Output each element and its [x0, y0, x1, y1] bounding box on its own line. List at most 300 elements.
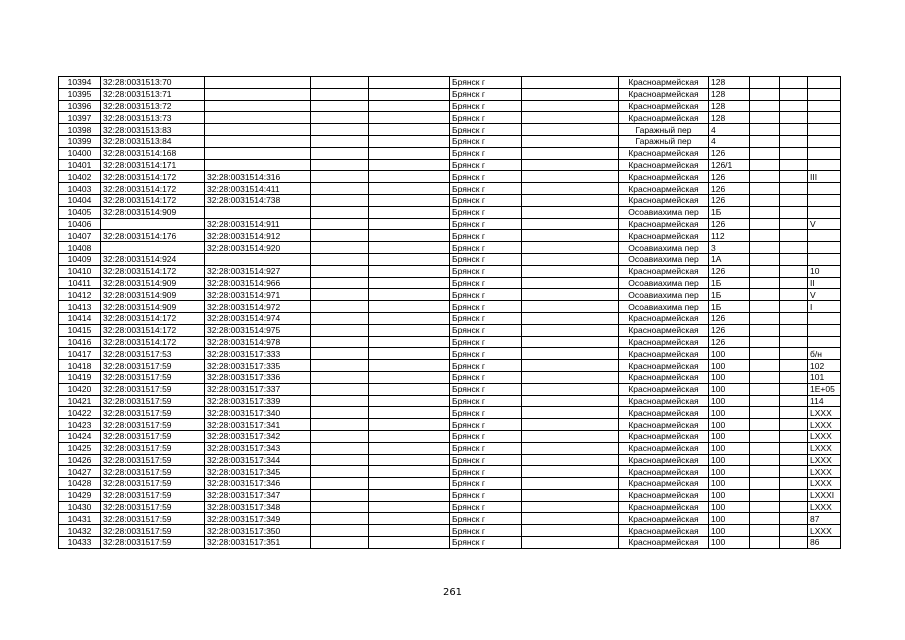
table-row: [59, 407, 841, 419]
table-cell: Красноармейская: [619, 265, 709, 277]
table-cell: 10431: [59, 513, 101, 525]
table-cell: 128: [709, 100, 750, 112]
table-row: [59, 454, 841, 466]
table-cell: [808, 77, 841, 89]
table-cell: [311, 77, 369, 89]
table-cell: Красноармейская: [619, 360, 709, 372]
table-cell: Брянск г: [450, 348, 522, 360]
table-cell: 32:28:0031514:172: [101, 324, 205, 336]
table-cell: [101, 218, 205, 230]
table-cell: Брянск г: [450, 513, 522, 525]
table-cell: 32:28:0031514:978: [205, 336, 311, 348]
table-cell: [750, 383, 780, 395]
table-cell: [522, 77, 619, 89]
table-cell: [808, 253, 841, 265]
table-cell: [311, 159, 369, 171]
table-cell: Брянск г: [450, 489, 522, 501]
table-row: [59, 206, 841, 218]
table-cell: [522, 537, 619, 549]
table-cell: [205, 124, 311, 136]
table-cell: 1Б: [709, 206, 750, 218]
table-cell: 32:28:0031514:909: [101, 206, 205, 218]
table-cell: [369, 454, 450, 466]
table-row: [59, 112, 841, 124]
table-cell: 126: [709, 194, 750, 206]
table-cell: [780, 360, 808, 372]
table-cell: Красноармейская: [619, 312, 709, 324]
table-cell: [369, 442, 450, 454]
table-cell: [780, 242, 808, 254]
table-cell: [522, 253, 619, 265]
table-cell: [369, 135, 450, 147]
table-cell: Красноармейская: [619, 383, 709, 395]
table-cell: 86: [808, 537, 841, 549]
table-cell: 32:28:0031517:59: [101, 419, 205, 431]
table-cell: Брянск г: [450, 360, 522, 372]
table-cell: [311, 324, 369, 336]
table-cell: 10415: [59, 324, 101, 336]
table-cell: Осоавиахима пер: [619, 277, 709, 289]
table-cell: 10410: [59, 265, 101, 277]
table-cell: [780, 383, 808, 395]
table-cell: [369, 525, 450, 537]
table-cell: 10408: [59, 242, 101, 254]
table-cell: [522, 525, 619, 537]
table-cell: [369, 124, 450, 136]
table-cell: [750, 478, 780, 490]
table-cell: [780, 324, 808, 336]
table-cell: 32:28:0031513:72: [101, 100, 205, 112]
table-cell: 10398: [59, 124, 101, 136]
table-cell: [750, 112, 780, 124]
table-cell: [205, 77, 311, 89]
table-cell: [522, 513, 619, 525]
table-cell: [780, 100, 808, 112]
table-cell: [205, 88, 311, 100]
table-cell: [369, 194, 450, 206]
table-cell: [369, 230, 450, 242]
table-cell: 32:28:0031514:974: [205, 312, 311, 324]
table-row: [59, 513, 841, 525]
table-cell: 1Б: [709, 277, 750, 289]
table-cell: [750, 466, 780, 478]
table-cell: [311, 206, 369, 218]
table-cell: [311, 218, 369, 230]
table-cell: Брянск г: [450, 218, 522, 230]
table-cell: LXXX: [808, 454, 841, 466]
table-cell: [205, 135, 311, 147]
table-cell: Красноармейская: [619, 348, 709, 360]
table-cell: V: [808, 289, 841, 301]
table-cell: Брянск г: [450, 265, 522, 277]
table-cell: [780, 513, 808, 525]
table-cell: 10399: [59, 135, 101, 147]
table-cell: 126: [709, 324, 750, 336]
table-cell: 100: [709, 513, 750, 525]
table-cell: [808, 206, 841, 218]
table-cell: Брянск г: [450, 88, 522, 100]
table-cell: [750, 312, 780, 324]
table-cell: Брянск г: [450, 395, 522, 407]
table-row: [59, 466, 841, 478]
table-cell: [750, 230, 780, 242]
table-cell: [750, 183, 780, 195]
table-cell: [369, 77, 450, 89]
table-cell: [750, 242, 780, 254]
table-cell: 10433: [59, 537, 101, 549]
table-cell: [750, 301, 780, 313]
table-row: [59, 77, 841, 89]
table-cell: 32:28:0031517:351: [205, 537, 311, 549]
table-cell: Брянск г: [450, 419, 522, 431]
table-cell: 32:28:0031517:59: [101, 442, 205, 454]
table-row: [59, 430, 841, 442]
table-cell: [750, 265, 780, 277]
table-cell: [780, 537, 808, 549]
table-cell: [522, 230, 619, 242]
table-cell: [780, 265, 808, 277]
table-cell: 32:28:0031513:84: [101, 135, 205, 147]
table-cell: 126/1: [709, 159, 750, 171]
table-cell: 32:28:0031517:342: [205, 430, 311, 442]
table-row: [59, 218, 841, 230]
table-cell: [780, 77, 808, 89]
table-cell: [780, 407, 808, 419]
table-cell: Брянск г: [450, 466, 522, 478]
table-cell: [750, 88, 780, 100]
table-row: [59, 171, 841, 183]
table-cell: [750, 371, 780, 383]
table-cell: [311, 147, 369, 159]
table-cell: [522, 277, 619, 289]
table-cell: [750, 336, 780, 348]
table-row: [59, 489, 841, 501]
table-cell: Гаражный пер: [619, 135, 709, 147]
table-cell: 32:28:0031517:348: [205, 501, 311, 513]
table-cell: Брянск г: [450, 124, 522, 136]
table-cell: [750, 206, 780, 218]
table-cell: [750, 253, 780, 265]
table-cell: [780, 194, 808, 206]
table-cell: 126: [709, 183, 750, 195]
table-cell: [522, 371, 619, 383]
table-cell: 32:28:0031514:171: [101, 159, 205, 171]
table-cell: [780, 124, 808, 136]
table-cell: 32:28:0031514:176: [101, 230, 205, 242]
table-cell: 32:28:0031514:909: [101, 301, 205, 313]
table-cell: Брянск г: [450, 183, 522, 195]
table-cell: 100: [709, 430, 750, 442]
table-cell: 32:28:0031517:59: [101, 383, 205, 395]
table-cell: [522, 466, 619, 478]
table-cell: [522, 501, 619, 513]
table-cell: Брянск г: [450, 525, 522, 537]
table-cell: [522, 395, 619, 407]
table-cell: [522, 348, 619, 360]
table-cell: [369, 348, 450, 360]
table-cell: 101: [808, 371, 841, 383]
table-cell: [750, 218, 780, 230]
table-cell: 10404: [59, 194, 101, 206]
table-cell: 32:28:0031514:316: [205, 171, 311, 183]
table-cell: [369, 430, 450, 442]
table-cell: [808, 312, 841, 324]
table-row: [59, 301, 841, 313]
table-cell: [311, 183, 369, 195]
table-cell: [311, 253, 369, 265]
table-cell: [311, 430, 369, 442]
table-cell: Красноармейская: [619, 489, 709, 501]
table-cell: [808, 242, 841, 254]
table-row: [59, 537, 841, 549]
table-cell: 100: [709, 348, 750, 360]
table-cell: [750, 430, 780, 442]
table-cell: Красноармейская: [619, 513, 709, 525]
table-cell: [780, 159, 808, 171]
table-cell: 10421: [59, 395, 101, 407]
table-cell: [311, 501, 369, 513]
table-cell: LXXX: [808, 430, 841, 442]
table-cell: [369, 218, 450, 230]
table-cell: 10418: [59, 360, 101, 372]
table-cell: Красноармейская: [619, 159, 709, 171]
table-cell: [311, 88, 369, 100]
table-cell: Брянск г: [450, 194, 522, 206]
table-row: [59, 336, 841, 348]
table-cell: 32:28:0031517:336: [205, 371, 311, 383]
table-cell: [522, 171, 619, 183]
table-cell: 10432: [59, 525, 101, 537]
table-cell: [750, 442, 780, 454]
table-row: [59, 265, 841, 277]
table-cell: [369, 466, 450, 478]
table-cell: [311, 442, 369, 454]
table-cell: [205, 253, 311, 265]
table-cell: [522, 289, 619, 301]
table-cell: Гаражный пер: [619, 124, 709, 136]
table-cell: [311, 194, 369, 206]
table-cell: [780, 466, 808, 478]
table-row: [59, 348, 841, 360]
table-cell: Красноармейская: [619, 324, 709, 336]
table-cell: 1А: [709, 253, 750, 265]
table-cell: [311, 100, 369, 112]
table-cell: Брянск г: [450, 100, 522, 112]
table-cell: [522, 478, 619, 490]
table-cell: [522, 218, 619, 230]
table-cell: Брянск г: [450, 135, 522, 147]
table-cell: [780, 430, 808, 442]
table-cell: Красноармейская: [619, 88, 709, 100]
table-cell: [522, 112, 619, 124]
table-cell: 10401: [59, 159, 101, 171]
table-cell: [205, 112, 311, 124]
table-row: [59, 383, 841, 395]
table-cell: Брянск г: [450, 501, 522, 513]
table-cell: 102: [808, 360, 841, 372]
table-cell: 32:28:0031514:971: [205, 289, 311, 301]
table-cell: [311, 466, 369, 478]
table-cell: Красноармейская: [619, 171, 709, 183]
table-cell: [369, 277, 450, 289]
table-cell: 32:28:0031514:920: [205, 242, 311, 254]
table-cell: [311, 112, 369, 124]
table-cell: [750, 513, 780, 525]
table-cell: Красноармейская: [619, 501, 709, 513]
table-cell: [369, 478, 450, 490]
table-cell: Осоавиахима пер: [619, 206, 709, 218]
table-row: [59, 194, 841, 206]
table-cell: [311, 489, 369, 501]
table-cell: [522, 206, 619, 218]
table-cell: [522, 360, 619, 372]
table-cell: [205, 100, 311, 112]
table-cell: Осоавиахима пер: [619, 242, 709, 254]
table-cell: 10422: [59, 407, 101, 419]
table-cell: 32:28:0031517:333: [205, 348, 311, 360]
table-cell: [522, 301, 619, 313]
table-cell: 32:28:0031517:53: [101, 348, 205, 360]
table-cell: [780, 230, 808, 242]
table-cell: Красноармейская: [619, 442, 709, 454]
table-cell: [808, 88, 841, 100]
table-row: [59, 159, 841, 171]
table-cell: 100: [709, 407, 750, 419]
table-cell: 10396: [59, 100, 101, 112]
table-cell: 10427: [59, 466, 101, 478]
table-cell: [311, 242, 369, 254]
table-cell: 112: [709, 230, 750, 242]
table-cell: 32:28:0031517:341: [205, 419, 311, 431]
table-cell: 10397: [59, 112, 101, 124]
table-cell: 128: [709, 77, 750, 89]
table-cell: [369, 147, 450, 159]
table-cell: Брянск г: [450, 371, 522, 383]
table-cell: [311, 171, 369, 183]
table-cell: 32:28:0031517:59: [101, 466, 205, 478]
table-cell: 32:28:0031514:172: [101, 312, 205, 324]
table-cell: 32:28:0031517:59: [101, 501, 205, 513]
table-cell: 10400: [59, 147, 101, 159]
table-cell: 4: [709, 135, 750, 147]
table-cell: [369, 301, 450, 313]
table-cell: [808, 112, 841, 124]
table-cell: Красноармейская: [619, 466, 709, 478]
table-cell: [369, 336, 450, 348]
table-cell: [205, 206, 311, 218]
table-cell: [780, 454, 808, 466]
table-cell: 32:28:0031514:972: [205, 301, 311, 313]
table-cell: [369, 112, 450, 124]
table-cell: [808, 183, 841, 195]
table-cell: 32:28:0031514:738: [205, 194, 311, 206]
table-cell: [101, 242, 205, 254]
table-cell: 100: [709, 525, 750, 537]
table-cell: 10407: [59, 230, 101, 242]
table-cell: LXXXI: [808, 489, 841, 501]
table-cell: 4: [709, 124, 750, 136]
table-cell: 1Б: [709, 289, 750, 301]
table-cell: [522, 242, 619, 254]
table-cell: [311, 371, 369, 383]
table-cell: [522, 430, 619, 442]
table-cell: [780, 348, 808, 360]
table-cell: 32:28:0031517:59: [101, 430, 205, 442]
table-row: [59, 525, 841, 537]
table-cell: [369, 489, 450, 501]
table-cell: [311, 336, 369, 348]
table-cell: [808, 159, 841, 171]
table-cell: 10412: [59, 289, 101, 301]
table-cell: [522, 135, 619, 147]
table-cell: 100: [709, 466, 750, 478]
table-cell: Брянск г: [450, 277, 522, 289]
table-cell: 10424: [59, 430, 101, 442]
table-cell: Осоавиахима пер: [619, 253, 709, 265]
table-cell: [780, 253, 808, 265]
table-cell: 100: [709, 360, 750, 372]
table-cell: [780, 289, 808, 301]
table-cell: 10413: [59, 301, 101, 313]
table-cell: 10414: [59, 312, 101, 324]
table-cell: [750, 501, 780, 513]
table-cell: 10405: [59, 206, 101, 218]
table-row: [59, 253, 841, 265]
table-cell: 10430: [59, 501, 101, 513]
table-cell: [369, 312, 450, 324]
table-cell: 32:28:0031514:909: [101, 277, 205, 289]
table-cell: 126: [709, 336, 750, 348]
table-cell: Красноармейская: [619, 100, 709, 112]
table-row: [59, 289, 841, 301]
table-cell: Красноармейская: [619, 230, 709, 242]
table-cell: 100: [709, 395, 750, 407]
table-cell: [808, 135, 841, 147]
table-cell: [311, 289, 369, 301]
table-cell: 32:28:0031514:172: [101, 194, 205, 206]
table-cell: 32:28:0031517:335: [205, 360, 311, 372]
table-cell: Красноармейская: [619, 478, 709, 490]
table-cell: [369, 253, 450, 265]
table-cell: [750, 454, 780, 466]
table-cell: 32:28:0031517:59: [101, 525, 205, 537]
table-cell: Красноармейская: [619, 395, 709, 407]
table-cell: I: [808, 301, 841, 313]
table-cell: 32:28:0031517:59: [101, 478, 205, 490]
table-cell: [750, 194, 780, 206]
table-cell: [369, 183, 450, 195]
table-cell: [750, 77, 780, 89]
table-cell: [311, 230, 369, 242]
table-cell: [369, 265, 450, 277]
table-cell: 32:28:0031517:59: [101, 395, 205, 407]
table-cell: 32:28:0031514:172: [101, 265, 205, 277]
table-cell: Красноармейская: [619, 454, 709, 466]
table-cell: Красноармейская: [619, 147, 709, 159]
table-cell: [780, 171, 808, 183]
table-cell: Брянск г: [450, 442, 522, 454]
table-cell: Красноармейская: [619, 537, 709, 549]
table-cell: [369, 513, 450, 525]
table-cell: [369, 324, 450, 336]
table-cell: [522, 324, 619, 336]
table-cell: LXXX: [808, 419, 841, 431]
table-cell: Брянск г: [450, 206, 522, 218]
table-cell: [750, 348, 780, 360]
table-cell: 32:28:0031517:337: [205, 383, 311, 395]
table-cell: [205, 159, 311, 171]
table-cell: [780, 442, 808, 454]
